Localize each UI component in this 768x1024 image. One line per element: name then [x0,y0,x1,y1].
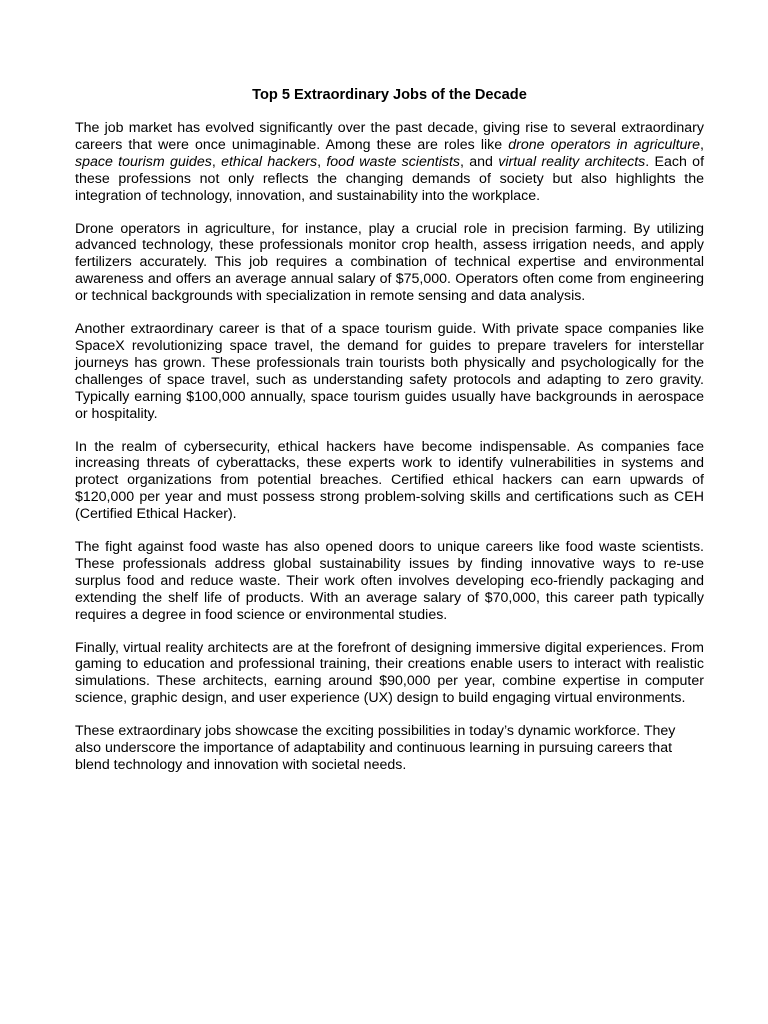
paragraph-space-tourism: Another extraordinary career is that of a space tourism guide. With private space companies like SpaceX revolutionizing space travel, the demand for guides to prepare travelers for interstellar journeys has grown. These professionals train tourists both physically and psychologically for the challenges of space travel, such as understanding safety protocols and adapting to zero gravity. Typically earning $100,000 annually, space tourism guides usually have backgrounds in aerospace or hospitality. [75,321,704,422]
paragraph-ethical-hackers: In the realm of cybersecurity, ethical hackers have become indispensable. As companies face increasing threats of cyberattacks, these experts work to identify vulnerabilities in systems and protect organizations from potential breaches. Certified ethical hackers can earn upwards of $120,000 per year and must possess strong problem-solving skills and certifications such as CEH (Certified Ethical Hacker). [75,438,704,523]
intro-text-end: . Each of these professions not only reflects the changing demands of society but also highlights the integration of technology, innovation, and sustainability into the workplace. [75,153,705,204]
role-vr-architects: virtual reality architects [498,153,646,170]
intro-separator: , and [460,153,499,170]
intro-text-start: The job market has evolved significantly over the past decade, giving rise to several extraordinary careers that were once unimaginable. Among these are roles like [75,120,704,153]
intro-paragraph [75,120,704,205]
paragraph-food-waste: The fight against food waste has also opened doors to unique careers like food waste scientists. These professionals address global sustainability issues by finding innovative ways to re-use surplus food and reduce waste. Their work often involves developing eco-friendly packaging and extending the shelf life of products. With an average salary of $70,000, this career path typically requires a degree in food science or environmental studies. [75,539,704,623]
page-title: Top 5 Extraordinary Jobs of the Decade [252,87,527,103]
intro-separator: , [211,153,222,170]
intro-separator: , [317,153,327,170]
paragraph-drone-operators: Drone operators in agriculture, for instance, play a crucial role in precision farming. By utilizing advanced technology, these professionals monitor crop health, assess irrigation needs, and apply fertilizers accurately. This job requires a combination of technical expertise and environmental awareness and offers an average annual salary of $75,000. Operators often come from engineering or technical backgrounds with specialization in remote sensing and data analysis. [75,220,704,305]
role-drone-operators: drone operators in agriculture [508,136,701,153]
role-ethical-hackers: ethical hackers [221,153,318,170]
role-space-tourism-guides: space tourism guides [75,153,212,170]
paragraph-vr-architects: Finally, virtual reality architects are at the forefront of designing immersive digital experiences. From gaming to education and professional training, their creations enable users to interact with realistic simulations. These architects, earning around $90,000 per year, combine expertise in computer science, graphic design, and user experience (UX) design to build engaging virtual environments. [75,639,704,707]
intro-separator: , [700,136,704,153]
role-food-waste-scientists: food waste scientists [326,153,460,170]
paragraph-conclusion: These extraordinary jobs showcase the exciting possibilities in today’s dynamic workforce. They also underscore the importance of adaptability and continuous learning in pursuing careers that blend technology and innovation with societal needs. [75,723,676,773]
document-page [75,86,704,790]
